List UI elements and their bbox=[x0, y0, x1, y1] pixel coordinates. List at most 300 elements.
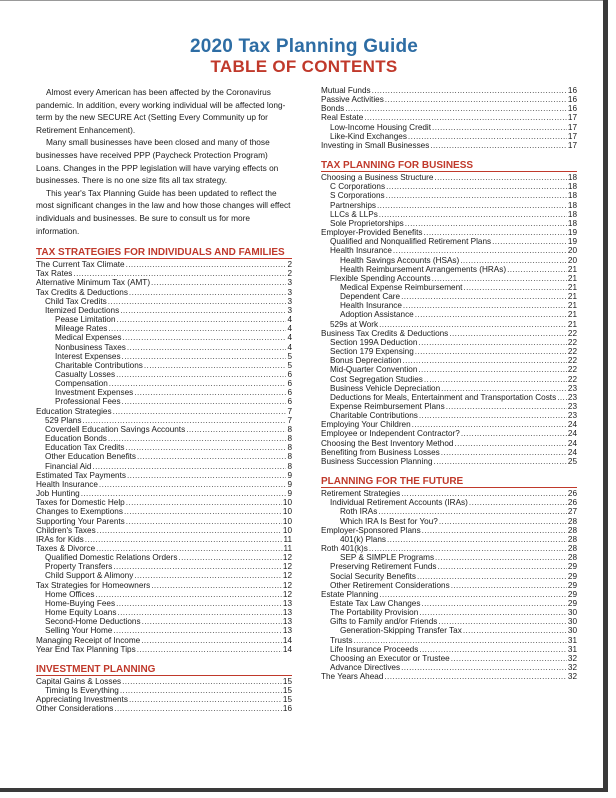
toc-entry bbox=[36, 645, 292, 654]
toc-entry-page: 4 bbox=[287, 324, 292, 334]
toc-entry bbox=[321, 654, 577, 663]
dot-leader bbox=[151, 581, 282, 590]
toc-entry bbox=[321, 191, 577, 200]
dot-leader bbox=[116, 370, 286, 379]
dot-leader bbox=[454, 439, 566, 448]
toc-entry-label: LLCs & LLPs bbox=[330, 209, 378, 219]
toc-entry bbox=[321, 672, 577, 681]
dot-leader bbox=[401, 663, 567, 672]
toc-entry bbox=[321, 384, 577, 393]
toc-entry-label: Other Retirement Considerations bbox=[330, 580, 450, 590]
toc-entry-page: 4 bbox=[287, 315, 292, 325]
toc-list-future bbox=[321, 489, 577, 681]
toc-entry bbox=[36, 416, 292, 425]
toc-entry bbox=[36, 434, 292, 443]
dot-leader bbox=[364, 113, 567, 122]
toc-entry-page: 15 bbox=[282, 695, 292, 705]
toc-entry-page: 8 bbox=[287, 434, 292, 444]
toc-entry-page: 12 bbox=[282, 580, 292, 590]
toc-entry-page: 5 bbox=[287, 360, 292, 370]
toc-entry bbox=[321, 517, 577, 526]
toc-entry-page: 15 bbox=[282, 686, 292, 695]
toc-entry-label: Home Equity Loans bbox=[45, 608, 117, 618]
toc-entry-page: 29 bbox=[567, 571, 577, 581]
toc-entry bbox=[321, 448, 577, 457]
toc-entry bbox=[36, 269, 292, 278]
toc-entry-label: Financial Aid bbox=[45, 461, 92, 471]
toc-entry-page: 6 bbox=[287, 370, 292, 379]
toc-entry-page: 19 bbox=[567, 228, 577, 238]
dot-leader bbox=[108, 297, 287, 306]
toc-entry-page: 23 bbox=[567, 383, 577, 393]
toc-entry-label: Other Considerations bbox=[36, 704, 114, 714]
toc-entry-label: Low-Income Housing Credit bbox=[330, 122, 432, 132]
dot-leader bbox=[95, 590, 281, 599]
toc-entry-page: 20 bbox=[567, 255, 577, 265]
page-top-edge bbox=[0, 0, 608, 1]
toc-entry-label: Gifts to Family and/or Friends bbox=[330, 617, 438, 627]
toc-entry-page: 2 bbox=[287, 260, 292, 270]
toc-entry-page: 3 bbox=[287, 278, 292, 288]
toc-entry-page: 24 bbox=[567, 447, 577, 457]
toc-entry-page: 22 bbox=[567, 347, 577, 357]
toc-entry-page: 26 bbox=[567, 498, 577, 508]
dot-leader bbox=[449, 329, 567, 338]
toc-entry-label: SEP & SIMPLE Programs bbox=[340, 553, 435, 563]
toc-entry-label: Cost Segregation Studies bbox=[330, 374, 423, 384]
intro-text bbox=[36, 86, 292, 237]
toc-entry-label: Estate Planning bbox=[321, 589, 379, 599]
dot-leader bbox=[430, 141, 567, 150]
dot-leader bbox=[109, 379, 287, 388]
toc-entry bbox=[36, 288, 292, 297]
toc-entry-label: Health Insurance bbox=[330, 246, 392, 256]
intro-paragraph: Many small businesses have been closed and many of those businesses have received PPP (Paycheck Protection Program) Loans. Changes in the PPP legislation will have varying effects on businesses. There is no one size fits all tax strategy. bbox=[36, 137, 279, 186]
toc-entry-page: 15 bbox=[282, 676, 292, 686]
toc-entry bbox=[36, 677, 292, 686]
toc-entry-page: 18 bbox=[567, 209, 577, 219]
dot-leader bbox=[122, 397, 287, 406]
toc-entry bbox=[36, 379, 292, 388]
toc-entry-label: Qualified Domestic Relations Orders bbox=[45, 553, 178, 563]
toc-entry-label: Section 199A Deduction bbox=[330, 337, 418, 347]
dot-leader bbox=[437, 562, 566, 571]
toc-entry-page: 16 bbox=[567, 95, 577, 105]
toc-entry bbox=[36, 388, 292, 397]
toc-entry-page: 6 bbox=[287, 397, 292, 407]
toc-entry-page: 12 bbox=[282, 571, 292, 581]
dot-leader bbox=[439, 517, 567, 526]
toc-entry bbox=[321, 608, 577, 617]
toc-entry bbox=[321, 256, 577, 265]
toc-entry-page: 12 bbox=[282, 562, 292, 572]
toc-entry-page: 17 bbox=[567, 140, 577, 150]
toc-entry bbox=[321, 141, 577, 150]
toc-entry-label: Education Bonds bbox=[45, 434, 107, 444]
dot-leader bbox=[419, 608, 567, 617]
toc-list-investment-continued bbox=[321, 86, 577, 150]
toc-entry-page: 13 bbox=[282, 598, 292, 608]
toc-entry-page: 23 bbox=[567, 402, 577, 411]
dot-leader bbox=[386, 182, 567, 191]
toc-list-investment bbox=[36, 677, 292, 714]
toc-entry-label: Bonus Depreciation bbox=[330, 356, 402, 366]
toc-entry bbox=[321, 489, 577, 498]
toc-entry-page: 29 bbox=[567, 562, 577, 572]
intro-paragraph: This year's Tax Planning Guide has been updated to reflect the most significant changes in the law and how those changes will effect individuals and businesses. Be sure to consult us for more information. bbox=[36, 187, 291, 236]
toc-entry-label: Charitable Contributions bbox=[330, 411, 418, 421]
dot-leader bbox=[113, 407, 287, 416]
toc-entry-page: 22 bbox=[567, 356, 577, 366]
toc-entry-page: 10 bbox=[282, 516, 292, 526]
toc-entry-label: Year End Tax Planning Tips bbox=[36, 644, 136, 654]
toc-entry-label: Advance Directives bbox=[330, 663, 401, 673]
toc-entry bbox=[321, 292, 577, 301]
toc-entry-page: 16 bbox=[282, 704, 292, 714]
dot-leader bbox=[114, 704, 282, 713]
toc-entry bbox=[321, 104, 577, 113]
toc-entry-page: 21 bbox=[567, 264, 577, 274]
toc-entry-label: Job Hunting bbox=[36, 489, 80, 499]
dot-leader bbox=[557, 393, 567, 402]
dot-leader bbox=[116, 599, 282, 608]
toc-entry bbox=[36, 352, 292, 361]
toc-entry bbox=[36, 333, 292, 342]
toc-entry bbox=[321, 310, 577, 319]
toc-entry-label: Business Tax Credits & Deductions bbox=[321, 328, 449, 338]
dot-leader bbox=[434, 173, 566, 182]
dot-leader bbox=[415, 347, 567, 356]
toc-entry-label: Which IRA Is Best for You? bbox=[340, 516, 438, 526]
dot-leader bbox=[379, 320, 567, 329]
toc-entry bbox=[321, 347, 577, 356]
toc-entry-page: 14 bbox=[282, 644, 292, 654]
toc-entry-label: Generation-Skipping Transfer Tax bbox=[340, 626, 462, 636]
toc-entry-page: 21 bbox=[567, 301, 577, 311]
toc-entry-label: The Portability Provision bbox=[330, 608, 419, 618]
toc-entry-page: 23 bbox=[567, 411, 577, 421]
dot-leader bbox=[134, 388, 286, 397]
toc-entry bbox=[36, 507, 292, 516]
toc-entry-label: Investment Expenses bbox=[55, 388, 134, 398]
toc-entry-label: Life Insurance Proceeds bbox=[330, 644, 419, 654]
toc-entry bbox=[321, 173, 577, 182]
toc-entry bbox=[36, 425, 292, 434]
toc-entry-label: 529s at Work bbox=[330, 319, 379, 329]
toc-entry bbox=[36, 462, 292, 471]
toc-entry-label: S Corporations bbox=[330, 191, 385, 201]
toc-entry-page: 16 bbox=[567, 86, 577, 95]
toc-entry bbox=[321, 375, 577, 384]
dot-leader bbox=[492, 237, 567, 246]
toc-entry bbox=[321, 219, 577, 228]
toc-entry bbox=[321, 393, 577, 402]
toc-entry bbox=[36, 370, 292, 379]
dot-leader bbox=[369, 544, 567, 553]
toc-entry-page: 32 bbox=[567, 653, 577, 663]
dot-leader bbox=[432, 123, 567, 132]
toc-entry-page: 24 bbox=[567, 438, 577, 448]
toc-entry-label: 529 Plans bbox=[45, 415, 82, 425]
toc-entry bbox=[321, 617, 577, 626]
toc-entry bbox=[321, 265, 577, 274]
toc-entry bbox=[321, 439, 577, 448]
dot-leader bbox=[186, 425, 286, 434]
toc-entry bbox=[321, 123, 577, 132]
toc-entry bbox=[321, 402, 577, 411]
toc-entry-label: Changes to Exemptions bbox=[36, 507, 123, 517]
dot-leader bbox=[451, 581, 567, 590]
toc-entry-label: Second-Home Deductions bbox=[45, 617, 141, 627]
toc-entry bbox=[321, 626, 577, 635]
toc-entry-label: Child Support & Alimony bbox=[45, 571, 134, 581]
right-column bbox=[321, 86, 577, 681]
toc-entry-label: Taxes & Divorce bbox=[36, 543, 96, 553]
dot-leader bbox=[384, 672, 567, 681]
dot-leader bbox=[142, 617, 282, 626]
title-block bbox=[0, 37, 608, 77]
toc-entry bbox=[36, 526, 292, 535]
left-column bbox=[36, 86, 292, 713]
toc-entry-label: Casualty Losses bbox=[55, 370, 116, 379]
toc-entry-label: Bonds bbox=[321, 104, 345, 114]
toc-entry bbox=[321, 246, 577, 255]
toc-entry-page: 21 bbox=[567, 310, 577, 320]
toc-entry-label: Other Education Benefits bbox=[45, 452, 137, 462]
toc-entry-label: Social Security Benefits bbox=[330, 571, 417, 581]
toc-entry bbox=[321, 210, 577, 219]
dot-leader bbox=[113, 626, 282, 635]
toc-entry bbox=[321, 535, 577, 544]
toc-entry-label: Mid-Quarter Convention bbox=[330, 365, 418, 375]
toc-entry-page: 9 bbox=[287, 470, 292, 480]
toc-entry bbox=[36, 471, 292, 480]
toc-entry bbox=[321, 301, 577, 310]
toc-entry-label: C Corporations bbox=[330, 182, 386, 192]
toc-entry bbox=[36, 260, 292, 269]
toc-entry-label: Education Strategies bbox=[36, 406, 112, 416]
toc-entry bbox=[36, 443, 292, 452]
toc-entry-page: 21 bbox=[567, 282, 577, 292]
toc-entry bbox=[36, 315, 292, 324]
toc-entry bbox=[321, 645, 577, 654]
toc-entry bbox=[36, 553, 292, 562]
toc-entry bbox=[321, 457, 577, 466]
toc-entry bbox=[36, 407, 292, 416]
toc-entry-label: Retirement Strategies bbox=[321, 489, 401, 499]
dot-leader bbox=[461, 429, 567, 438]
toc-entry-label: Medical Expenses bbox=[55, 333, 122, 343]
toc-entry-page: 14 bbox=[282, 635, 292, 645]
toc-entry bbox=[321, 562, 577, 571]
toc-entry-label: Mutual Funds bbox=[321, 86, 371, 95]
toc-entry-page: 8 bbox=[287, 461, 292, 471]
toc-entry bbox=[36, 571, 292, 580]
toc-entry bbox=[321, 132, 577, 141]
toc-entry bbox=[36, 617, 292, 626]
toc-entry-label: Passive Activities bbox=[321, 95, 384, 105]
toc-entry-page: 19 bbox=[567, 237, 577, 247]
toc-entry-label: Employer-Provided Benefits bbox=[321, 228, 423, 238]
toc-entry-label: Flexible Spending Accounts bbox=[330, 273, 431, 283]
toc-entry bbox=[321, 237, 577, 246]
toc-entry-label: Dependent Care bbox=[340, 292, 401, 302]
toc-entry-page: 26 bbox=[567, 489, 577, 499]
dot-leader bbox=[82, 416, 286, 425]
toc-entry bbox=[321, 320, 577, 329]
dot-leader bbox=[126, 260, 287, 269]
toc-entry-page: 22 bbox=[567, 374, 577, 384]
toc-entry-label: Employee or Independent Contractor? bbox=[321, 429, 460, 439]
toc-entry-label: Tax Strategies for Homeowners bbox=[36, 580, 151, 590]
toc-entry bbox=[321, 283, 577, 292]
dot-leader bbox=[419, 411, 567, 420]
toc-entry-page: 31 bbox=[567, 635, 577, 645]
toc-entry-page: 8 bbox=[287, 424, 292, 434]
toc-entry-label: Real Estate bbox=[321, 113, 364, 123]
toc-entry-page: 16 bbox=[567, 104, 577, 114]
toc-entry-page: 3 bbox=[287, 305, 292, 315]
toc-entry-page: 18 bbox=[567, 182, 577, 192]
toc-entry-page: 11 bbox=[283, 534, 292, 544]
dot-leader bbox=[120, 686, 282, 695]
dot-leader bbox=[129, 288, 287, 297]
dot-leader bbox=[438, 617, 567, 626]
toc-entry bbox=[36, 544, 292, 553]
dot-leader bbox=[117, 608, 281, 617]
dot-leader bbox=[379, 210, 567, 219]
dot-leader bbox=[178, 553, 281, 562]
toc-entry-label: Health Insurance bbox=[340, 301, 402, 311]
dot-leader bbox=[435, 553, 567, 562]
toc-entry bbox=[321, 365, 577, 374]
toc-entry-page: 29 bbox=[567, 598, 577, 608]
toc-entry-label: Professional Fees bbox=[55, 397, 121, 407]
toc-entry-label: Roth 401(k)s bbox=[321, 544, 368, 554]
toc-entry-label: Choosing a Business Structure bbox=[321, 173, 434, 183]
dot-leader bbox=[141, 636, 282, 645]
toc-entry bbox=[321, 507, 577, 516]
toc-entry-page: 22 bbox=[567, 365, 577, 375]
dot-leader bbox=[99, 480, 287, 489]
toc-entry-page: 21 bbox=[567, 292, 577, 302]
section-heading-business: TAX PLANNING FOR BUSINESS bbox=[321, 160, 577, 172]
dot-leader bbox=[418, 338, 566, 347]
toc-entry-label: Children's Taxes bbox=[36, 525, 96, 535]
toc-entry-label: Child Tax Credits bbox=[45, 296, 107, 306]
dot-leader bbox=[405, 219, 567, 228]
toc-entry bbox=[36, 581, 292, 590]
dot-leader bbox=[387, 535, 567, 544]
toc-entry bbox=[321, 338, 577, 347]
dot-leader bbox=[393, 246, 567, 255]
dot-leader bbox=[92, 462, 286, 471]
dot-leader bbox=[127, 343, 287, 352]
dot-leader bbox=[137, 645, 282, 654]
dot-leader bbox=[451, 654, 567, 663]
toc-entry-page: 20 bbox=[567, 246, 577, 256]
toc-entry-page: 17 bbox=[567, 131, 577, 141]
dot-leader bbox=[134, 571, 282, 580]
dot-leader bbox=[421, 599, 566, 608]
toc-entry-label: Selling Your Home bbox=[45, 626, 113, 636]
dot-leader bbox=[126, 443, 287, 452]
toc-entry-page: 28 bbox=[567, 553, 577, 563]
toc-entry-page: 28 bbox=[567, 525, 577, 535]
toc-entry-page: 11 bbox=[283, 543, 292, 553]
toc-entry-label: Sole Proprietorships bbox=[330, 218, 404, 228]
dot-leader bbox=[377, 201, 567, 210]
toc-entry-page: 28 bbox=[567, 544, 577, 554]
toc-entry-page: 21 bbox=[567, 273, 577, 283]
toc-entry-label: Like-Kind Exchanges bbox=[330, 131, 407, 141]
dot-leader bbox=[127, 471, 286, 480]
dot-leader bbox=[151, 278, 286, 287]
toc-entry-label: Timing Is Everything bbox=[45, 686, 119, 695]
toc-entry-label: Health Savings Accounts (HSAs) bbox=[340, 255, 460, 265]
dot-leader bbox=[463, 283, 566, 292]
toc-entry bbox=[321, 95, 577, 104]
toc-entry-label: Partnerships bbox=[330, 200, 376, 210]
toc-entry-page: 18 bbox=[567, 218, 577, 228]
toc-entry bbox=[321, 590, 577, 599]
page-subtitle: TABLE OF CONTENTS bbox=[210, 57, 398, 76]
dot-leader bbox=[126, 498, 282, 507]
toc-entry-page: 7 bbox=[287, 415, 292, 425]
toc-entry bbox=[36, 636, 292, 645]
toc-entry-label: Pease Limitation bbox=[55, 315, 116, 325]
toc-entry-page: 4 bbox=[287, 342, 292, 352]
toc-entry bbox=[36, 695, 292, 704]
toc-entry bbox=[36, 498, 292, 507]
toc-entry-label: The Years Ahead bbox=[321, 672, 384, 682]
dot-leader bbox=[463, 626, 567, 635]
toc-entry bbox=[36, 626, 292, 635]
toc-entry-label: Section 179 Expensing bbox=[330, 347, 414, 357]
toc-entry bbox=[36, 452, 292, 461]
dot-leader bbox=[401, 292, 567, 301]
toc-entry-label: Choosing the Best Inventory Method bbox=[321, 438, 454, 448]
toc-entry-label: Health Insurance bbox=[36, 479, 98, 489]
toc-entry bbox=[36, 562, 292, 571]
dot-leader bbox=[386, 191, 567, 200]
toc-entry bbox=[36, 278, 292, 287]
toc-entry-label: Business Vehicle Depreciation bbox=[330, 383, 441, 393]
toc-entry-page: 22 bbox=[567, 328, 577, 338]
dot-leader bbox=[401, 489, 567, 498]
toc-entry-label: Property Transfers bbox=[45, 562, 113, 572]
toc-entry-page: 21 bbox=[567, 319, 577, 329]
dot-leader bbox=[120, 306, 286, 315]
toc-entry-label: Estimated Tax Payments bbox=[36, 470, 126, 480]
toc-entry bbox=[36, 324, 292, 333]
toc-entry-label: Qualified and Nonqualified Retirement Plans bbox=[330, 237, 492, 247]
toc-entry-label: Adoption Assistance bbox=[340, 310, 414, 320]
toc-entry bbox=[36, 480, 292, 489]
toc-entry bbox=[36, 297, 292, 306]
toc-entry-page: 29 bbox=[567, 589, 577, 599]
toc-entry-page: 18 bbox=[567, 200, 577, 210]
toc-entry-page: 10 bbox=[282, 507, 292, 517]
dot-leader bbox=[85, 535, 283, 544]
dot-leader bbox=[432, 274, 567, 283]
toc-entry-label: Employing Your Children bbox=[321, 420, 411, 430]
toc-entry-page: 18 bbox=[567, 191, 577, 201]
toc-entry bbox=[321, 201, 577, 210]
toc-entry-label: Home-Buying Fees bbox=[45, 598, 116, 608]
dot-leader bbox=[353, 636, 566, 645]
toc-entry-label: Supporting Your Parents bbox=[36, 516, 125, 526]
